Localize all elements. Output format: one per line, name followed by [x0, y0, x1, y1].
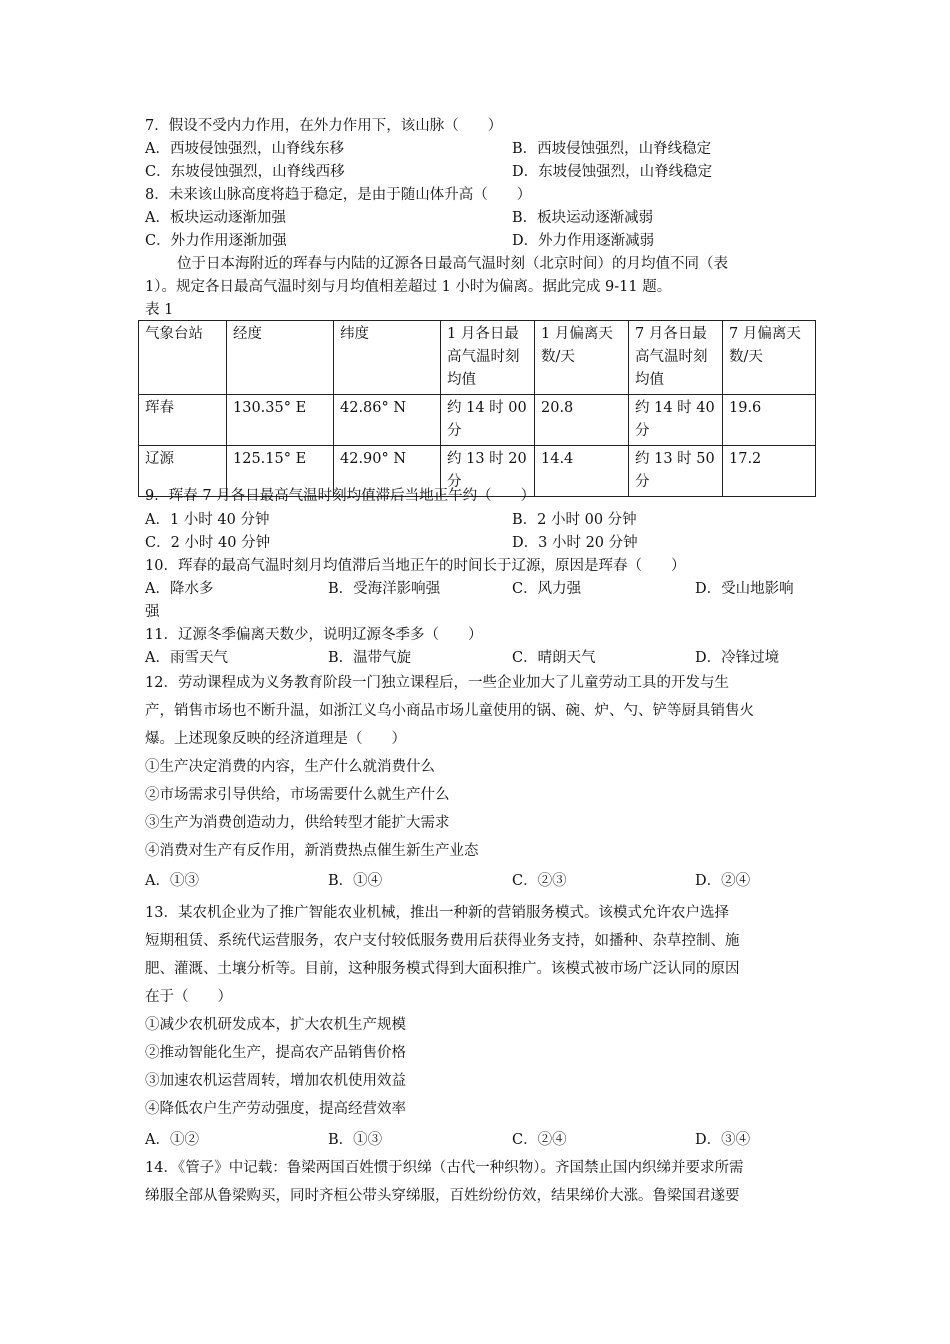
q11-stem: 11．辽源冬季偏离天数少，说明辽源冬季多（ ） — [145, 627, 483, 643]
table-cell: 约 14 时 40 分 — [629, 395, 723, 446]
q8-option-d: D．外力作用逐渐减弱 — [512, 233, 655, 249]
q11-option-d: D．冷锋过境 — [695, 650, 780, 666]
q9-option-b: B．2 小时 00 分钟 — [512, 512, 637, 528]
q7-stem: 7．假设不受内力作用，在外力作用下，该山脉（ ） — [145, 118, 503, 134]
q8-option-a: A．板块运动逐渐加强 — [145, 210, 286, 226]
table-header-cell: 气象台站 — [139, 321, 227, 395]
table-header-cell: 经度 — [227, 321, 334, 395]
q8-option-c: C．外力作用逐渐加强 — [145, 233, 287, 249]
table-header-cell: 1 月各日最高气温时刻均值 — [441, 321, 535, 395]
intro-line-1: 位于日本海附近的珲春与内陆的辽源各日最高气温时刻（北京时间）的月均值不同（表 — [177, 256, 728, 272]
q7-option-c: C．东坡侵蚀强烈，山脊线西移 — [145, 164, 345, 180]
q13-option-a: A．①② — [145, 1132, 199, 1148]
q9-option-c: C．2 小时 40 分钟 — [145, 535, 271, 551]
table-cell: 42.90° N — [334, 446, 441, 497]
q8-stem: 8．未来该山脉高度将趋于稳定，是由于随山体升高（ ） — [145, 187, 532, 203]
q12-statement-3: ③生产为消费创造动力，供给转型才能扩大需求 — [145, 815, 450, 831]
table-caption: 表 1 — [145, 302, 174, 318]
q10-stem: 10．珲春的最高气温时刻月均值滞后当地正午的时间长于辽源，原因是珲春（ ） — [145, 558, 686, 574]
table-row — [139, 395, 816, 446]
q10-option-d-continued: 强 — [145, 604, 160, 620]
table-cell: 14.4 — [535, 446, 629, 497]
q13-option-d: D．③④ — [695, 1132, 751, 1148]
q13-statement-4: ④降低农户生产劳动强度，提高经营效率 — [145, 1101, 406, 1117]
table-header-cell: 纬度 — [334, 321, 441, 395]
q12-stem-line-1: 12．劳动课程成为义务教育阶段一门独立课程后，一些企业加大了儿童劳动工具的开发与生 — [145, 675, 729, 691]
q9-stem: 9．珲春 7 月各日最高气温时刻均值滞后当地正午约（ ） — [145, 488, 536, 504]
q12-stem-line-3: 爆。上述现象反映的经济道理是（ ） — [145, 731, 406, 747]
q11-option-b: B．温带气旋 — [328, 650, 412, 666]
table-header-cell: 7 月各日最高气温时刻均值 — [629, 321, 723, 395]
q9-option-a: A．1 小时 40 分钟 — [145, 512, 270, 528]
q10-option-b: B．受海洋影响强 — [328, 581, 441, 597]
q12-option-c: C．②③ — [512, 873, 567, 889]
q12-option-b: B．①④ — [328, 873, 383, 889]
q13-stem-line-4: 在于（ ） — [145, 989, 232, 1005]
q7-option-a: A．西坡侵蚀强烈，山脊线东移 — [145, 141, 344, 157]
q10-option-c: C．风力强 — [512, 581, 582, 597]
intro-line-2: 1）。规定各日最高气温时刻与月均值相差超过 1 小时为偏离。据此完成 9-11 题。 — [145, 279, 672, 295]
q13-option-c: C．②④ — [512, 1132, 567, 1148]
table-cell: 珲春 — [139, 395, 227, 446]
q12-stem-line-2: 产，销售市场也不断升温，如浙江义乌小商品市场儿童使用的锅、碗、炉、勺、铲等厨具销售火 — [145, 703, 754, 719]
table-cell: 125.15° E — [227, 446, 334, 497]
q12-statement-2: ②市场需求引导供给，市场需要什么就生产什么 — [145, 787, 450, 803]
q10-option-d: D．受山地影响 — [695, 581, 794, 597]
table-cell: 19.6 — [723, 395, 816, 446]
table-cell: 17.2 — [723, 446, 816, 497]
table-cell: 约 13 时 20 分 — [441, 446, 535, 497]
q10-option-a: A．降水多 — [145, 581, 214, 597]
q14-stem-line-2: 绨服全部从鲁梁购买，同时齐桓公带头穿绨服，百姓纷纷仿效，结果绨价大涨。鲁梁国君遂要 — [145, 1188, 740, 1204]
q13-stem-line-1: 13．某农机企业为了推广智能农业机械，推出一种新的营销服务模式。该模式允许农户选择 — [145, 905, 729, 921]
q7-option-d: D．东坡侵蚀强烈，山脊线稳定 — [512, 164, 713, 180]
q11-option-c: C．晴朗天气 — [512, 650, 596, 666]
table-header-cell: 7 月偏离天数/天 — [723, 321, 816, 395]
table-cell: 约 14 时 00 分 — [441, 395, 535, 446]
table-header-cell: 1 月偏离天数/天 — [535, 321, 629, 395]
q8-option-b: B．板块运动逐渐减弱 — [512, 210, 654, 226]
table-cell: 辽源 — [139, 446, 227, 497]
q13-option-b: B．①③ — [328, 1132, 383, 1148]
q9-option-d: D．3 小时 20 分钟 — [512, 535, 638, 551]
table-header-row — [139, 321, 816, 395]
q13-statement-1: ①减少农机研发成本，扩大农机生产规模 — [145, 1017, 406, 1033]
table-cell: 20.8 — [535, 395, 629, 446]
q14-stem-line-1: 14．《管子》中记载：鲁梁两国百姓惯于织绨（古代一种织物）。齐国禁止国内织绨并要求所需 — [145, 1160, 744, 1176]
q13-stem-line-3: 肥、灌溉、土壤分析等。目前，这种服务模式得到大面积推广。该模式被市场广泛认同的原因 — [145, 961, 740, 977]
table-cell: 约 13 时 50 分 — [629, 446, 723, 497]
q12-statement-1: ①生产决定消费的内容，生产什么就消费什么 — [145, 759, 435, 775]
weather-station-table — [138, 320, 816, 497]
q12-option-a: A．①③ — [145, 873, 199, 889]
q13-statement-3: ③加速农机运营周转，增加农机使用效益 — [145, 1073, 406, 1089]
q12-statement-4: ④消费对生产有反作用，新消费热点催生新生产业态 — [145, 843, 479, 859]
q12-option-d: D．②④ — [695, 873, 751, 889]
q13-stem-line-2: 短期租赁、系统代运营服务，农户支付较低服务费用后获得业务支持，如播种、杂草控制、施 — [145, 933, 740, 949]
table-cell: 42.86° N — [334, 395, 441, 446]
q13-statement-2: ②推动智能化生产，提高农产品销售价格 — [145, 1045, 406, 1061]
q7-option-b: B．西坡侵蚀强烈，山脊线稳定 — [512, 141, 712, 157]
table-cell: 130.35° E — [227, 395, 334, 446]
q11-option-a: A．雨雪天气 — [145, 650, 228, 666]
